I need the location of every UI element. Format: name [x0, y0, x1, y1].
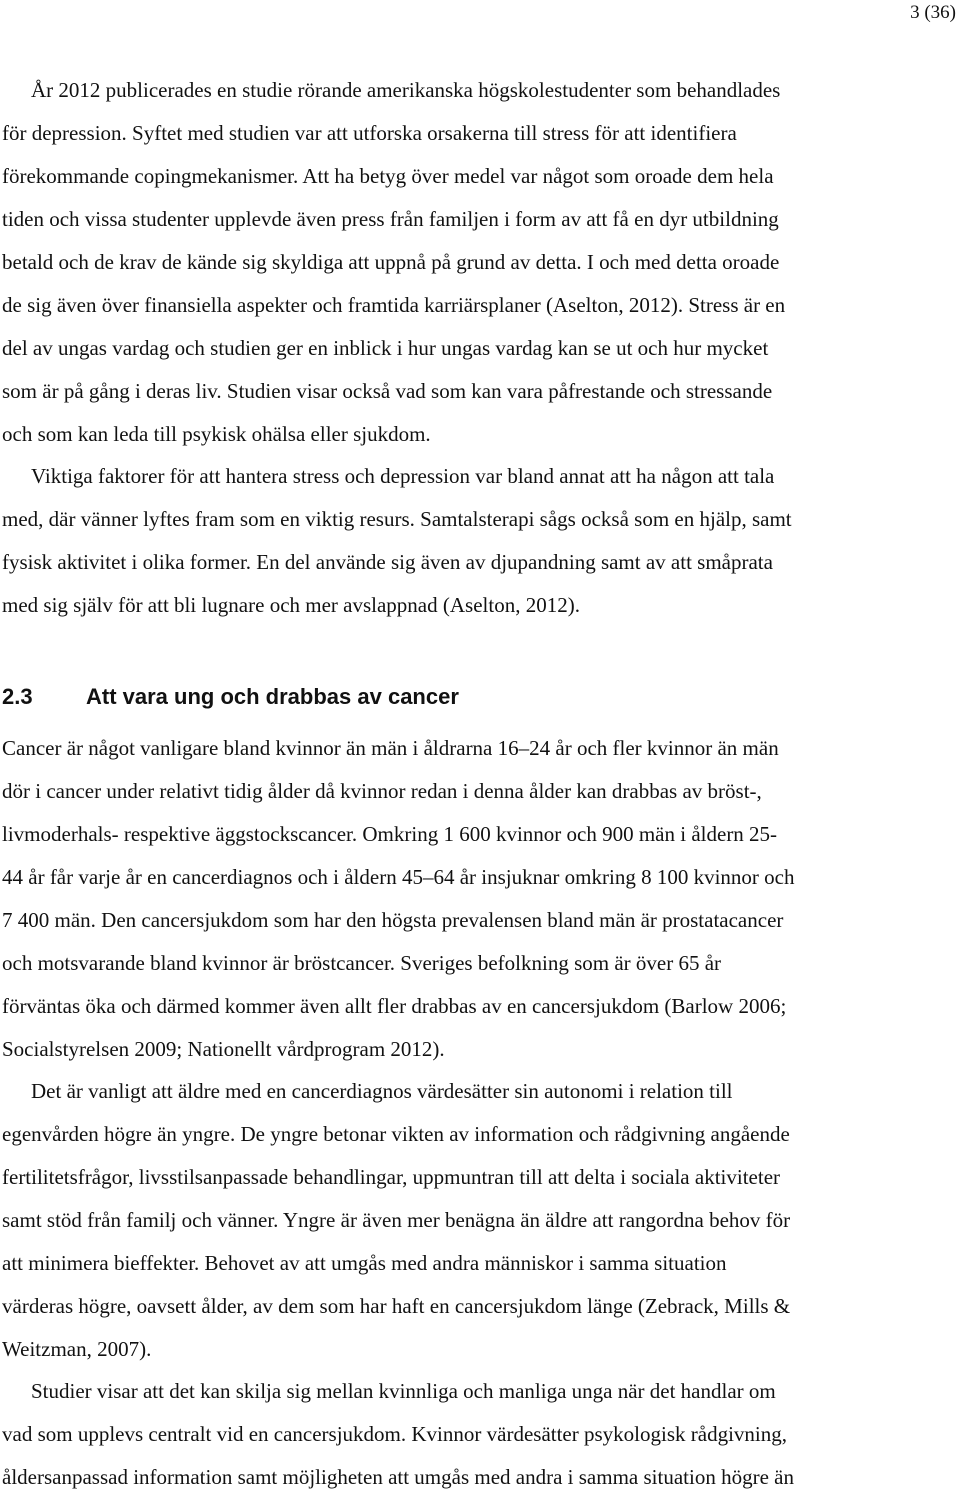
text-line: Studier visar att det kan skilja sig mellan kvinnliga och manliga unga när det handlar om [31, 1379, 776, 1403]
text-line: fertilitetsfrågor, livsstilsanpassade behandlingar, uppmuntran till att delta i sociala aktiviteter [2, 1165, 781, 1189]
text-line: fysisk aktivitet i olika former. En del använde sig även av djupandning samt av att småprata [2, 550, 773, 574]
text-line: 44 år får varje år en cancerdiagnos och i åldern 45–64 år insjuknar omkring 8 100 kvinnor och [2, 865, 795, 889]
page-number: 3 (36) [910, 2, 956, 23]
text-line: för depression. Syftet med studien var att utforska orsakerna till stress för att identifiera [2, 121, 737, 145]
text-line: dör i cancer under relativt tidig ålder då kvinnor redan i denna ålder kan drabbas av bröst-, [2, 779, 762, 803]
text-line: Viktiga faktorer för att hantera stress och depression var bland annat att ha någon att tala [31, 464, 775, 488]
text-line: betald och de krav de kände sig skyldiga att uppnå på grund av detta. I och med detta oroade [2, 250, 780, 274]
text-line: Cancer är något vanligare bland kvinnor än män i åldrarna 16–24 år och fler kvinnor än män [2, 736, 779, 760]
text-line: som är på gång i deras liv. Studien visar också vad som kan vara påfrestande och stressande [2, 379, 773, 403]
text-line: och som kan leda till psykisk ohälsa eller sjukdom. [2, 422, 431, 446]
text-line: med, där vänner lyftes fram som en viktig resurs. Samtalsterapi sågs också som en hjälp, samt [2, 507, 792, 531]
text-line: del av ungas vardag och studien ger en inblick i hur ungas vardag kan se ut och hur mycket [2, 336, 769, 360]
text-line: samt stöd från familj och vänner. Yngre är även mer benägna än äldre att rangordna behov för [2, 1208, 791, 1232]
text-line: Weitzman, 2007). [2, 1337, 152, 1361]
section-number: 2.3 [2, 684, 33, 709]
text-line: att minimera bieffekter. Behovet av att umgås med andra människor i samma situation [2, 1251, 727, 1275]
text-line: tiden och vissa studenter upplevde även press från familjen i form av att få en dyr utbildning [2, 207, 779, 231]
text-line: vad som upplevs centralt vid en cancersjukdom. Kvinnor värdesätter psykologisk rådgivning, [2, 1422, 787, 1446]
section-heading [2, 684, 459, 710]
text-line: 7 400 män. Den cancersjukdom som har den högsta prevalensen bland män är prostatacancer [2, 908, 784, 932]
text-line: livmoderhals- respektive äggstockscancer. Omkring 1 600 kvinnor och 900 män i åldern 25- [2, 822, 778, 846]
text-line: med sig själv för att bli lugnare och mer avslappnad (Aselton, 2012). [2, 593, 580, 617]
text-line: Socialstyrelsen 2009; Nationellt vårdprogram 2012). [2, 1037, 445, 1061]
text-line: och motsvarande bland kvinnor är bröstcancer. Sveriges befolkning som är över 65 år [2, 951, 722, 975]
text-line: År 2012 publicerades en studie rörande amerikanska högskolestudenter som behandlades [31, 78, 781, 102]
text-line: de sig även över finansiella aspekter och framtida karriärsplaner (Aselton, 2012). Stress är en [2, 293, 786, 317]
text-line: egenvården högre än yngre. De yngre betonar vikten av information och rådgivning angående [2, 1122, 790, 1146]
text-line: förekommande copingmekanismer. Att ha betyg över medel var något som oroade dem hela [2, 164, 774, 188]
text-line: Det är vanligt att äldre med en cancerdiagnos värdesätter sin autonomi i relation till [31, 1079, 733, 1103]
text-line: värderas högre, oavsett ålder, av dem som har haft en cancersjukdom länge (Zebrack, Mills & [2, 1294, 791, 1318]
section-title: Att vara ung och drabbas av cancer [86, 684, 459, 709]
text-line: förväntas öka och därmed kommer även allt fler drabbas av en cancersjukdom (Barlow 2006; [2, 994, 787, 1018]
text-line: åldersanpassad information samt möjligheten att umgås med andra i samma situation högre än [2, 1465, 794, 1489]
